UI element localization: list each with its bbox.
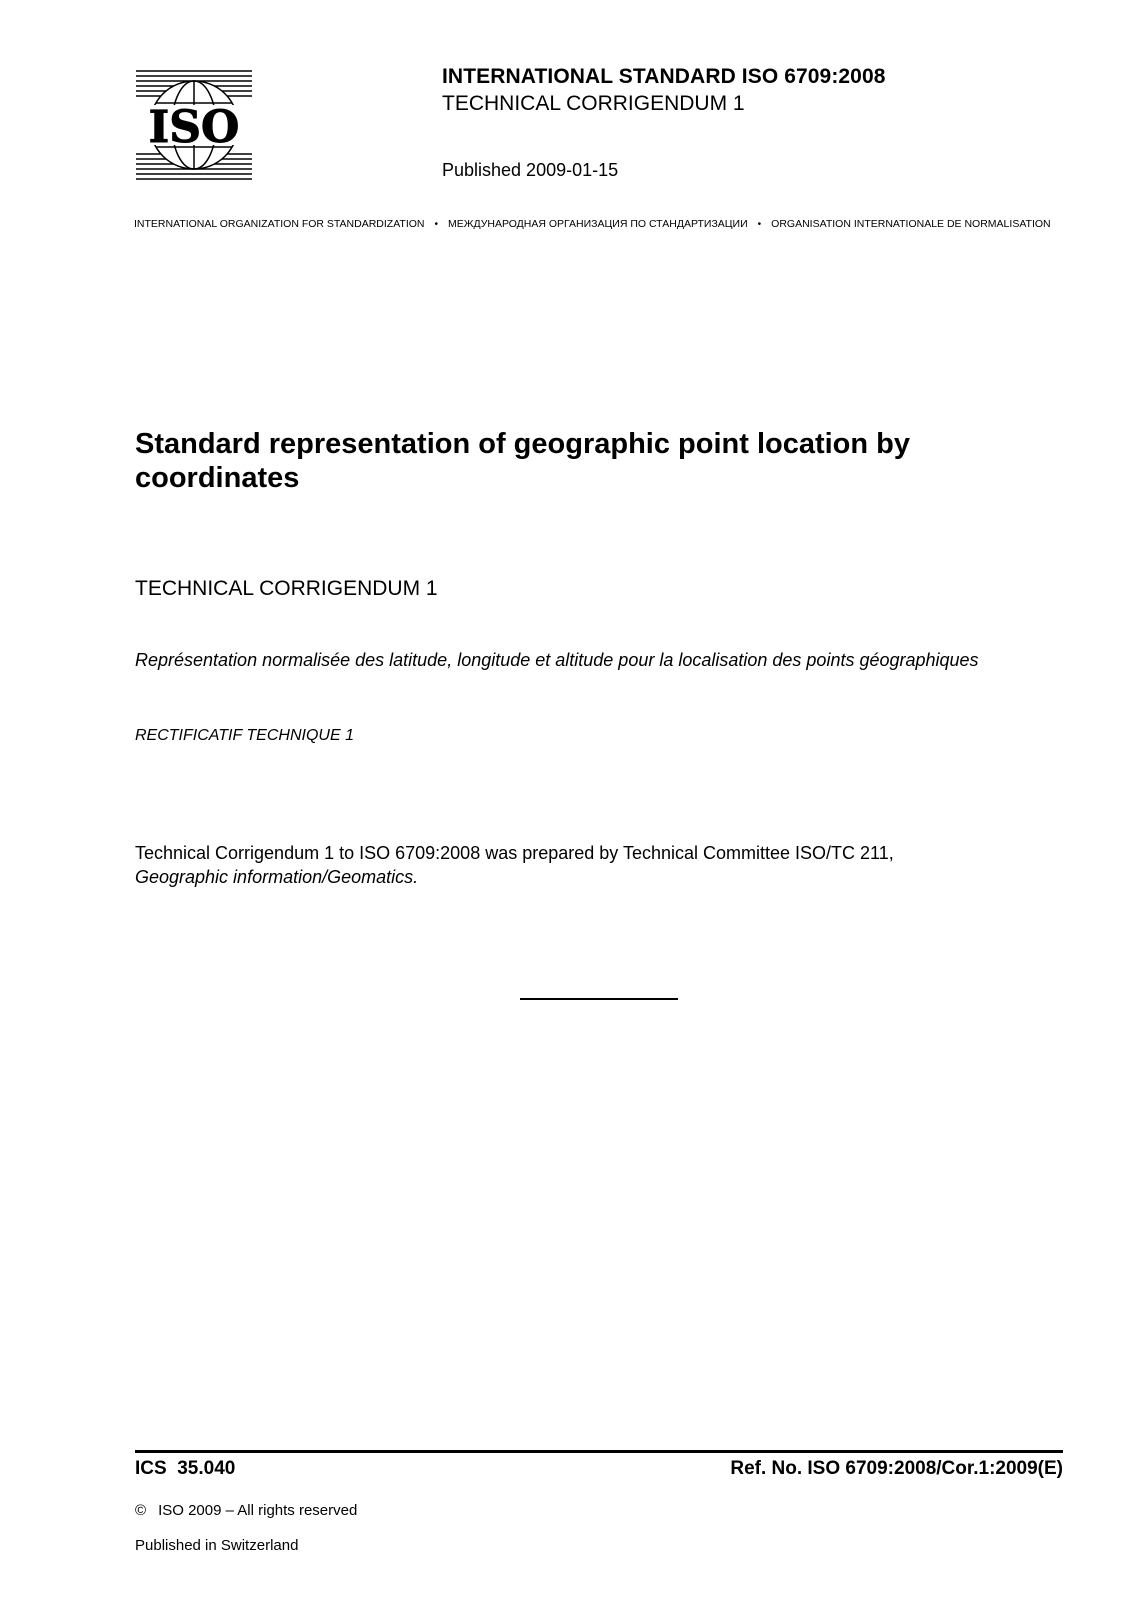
org-name-russian: МЕЖДУНАРОДНАЯ ОРГАНИЗАЦИЯ ПО СТАНДАРТИЗАЦИИ [448, 218, 748, 230]
section-divider [520, 998, 678, 1000]
copyright-symbol: © [135, 1502, 147, 1519]
footer-rule [135, 1450, 1063, 1453]
french-corrigendum-label: RECTIFICATIF TECHNIQUE 1 [135, 727, 354, 744]
org-name-english: INTERNATIONAL ORGANIZATION FOR STANDARDIZATION [134, 218, 425, 230]
organization-names [134, 218, 1064, 230]
publication-date: Published 2009-01-15 [442, 160, 619, 180]
ics-code: ICS 35.040 [135, 1458, 236, 1479]
committee-title: Geographic information/Geomatics. [135, 867, 419, 887]
document-title: Standard representation of geographic point location by coordinates [135, 428, 911, 494]
preparation-statement [135, 841, 1035, 889]
org-separator: • [434, 218, 439, 230]
copyright-text: ISO 2009 – All rights reserved [158, 1502, 358, 1519]
published-in: Published in Switzerland [135, 1537, 299, 1554]
org-separator: • [757, 218, 762, 230]
logo-text: ISO [148, 102, 240, 153]
standard-number: INTERNATIONAL STANDARD ISO 6709:2008 [442, 65, 886, 88]
corrigendum-label: TECHNICAL CORRIGENDUM 1 [135, 577, 438, 600]
copyright-notice [135, 1502, 357, 1519]
preparation-text: Technical Corrigendum 1 to ISO 6709:2008 was prepared by Technical Committee ISO/TC 211, [135, 843, 894, 863]
iso-logo [136, 69, 252, 181]
reference-number: Ref. No. ISO 6709:2008/Cor.1:2009(E) [730, 1458, 1063, 1479]
org-name-french: ORGANISATION INTERNATIONALE DE NORMALISATION [771, 218, 1051, 230]
header-corrigendum: TECHNICAL CORRIGENDUM 1 [442, 92, 745, 115]
french-title: Représentation normalisée des latitude, longitude et altitude pour la localisation des points géographiques [135, 650, 979, 670]
